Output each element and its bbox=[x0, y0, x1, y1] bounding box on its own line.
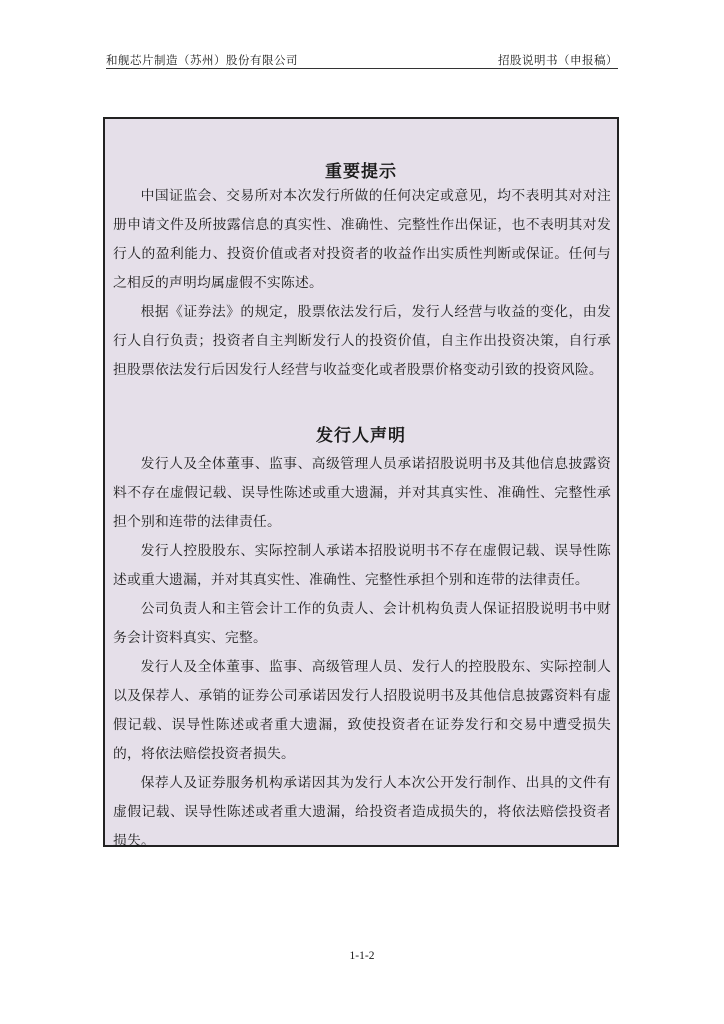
declaration-paragraph-1: 发行人及全体董事、监事、高级管理人员承诺招股说明书及其他信息披露资料不存在虚假记载、误导性陈述或重大遗漏，并对其真实性、准确性、完整性承担个别和连带的法律责任。 bbox=[113, 456, 611, 530]
declaration-paragraph-2: 发行人控股股东、实际控制人承诺本招股说明书不存在虚假记载、误导性陈述或重大遗漏，并对其真实性、准确性、完整性承担个别和连带的法律责任。 bbox=[113, 543, 611, 588]
declaration-paragraph-5: 保荐人及证券服务机构承诺因其为发行人本次公开发行制作、出具的文件有虚假记载、误导性陈述或者重大遗漏，给投资者造成损失的，将依法赔偿投资者损失。 bbox=[113, 775, 611, 849]
declaration-paragraph-4: 发行人及全体董事、监事、高级管理人员、发行人的控股股东、实际控制人以及保荐人、承销的证券公司承诺因发行人招股说明书及其他信息披露资料有虚假记载、误导性陈述或者重大遗漏，致使投资者在证券发行和交易中遭受损失的，将依法赔偿投资者损失。 bbox=[113, 659, 611, 762]
header-document-type: 招股说明书（申报稿） bbox=[498, 53, 618, 67]
page-header bbox=[106, 50, 618, 70]
header-company-name: 和舰芯片制造（苏州）股份有限公司 bbox=[106, 53, 298, 67]
notice-paragraph-2: 根据《证券法》的规定，股票依法发行后，发行人经营与收益的变化，由发行人自行负责；投资者自主判断发行人的投资价值，自主作出投资决策，自行承担股票依法发行后因发行人经营与收益变化或者股票价格变动引致的投资风险。 bbox=[113, 304, 611, 378]
header-divider bbox=[106, 68, 618, 69]
declaration-paragraph-3: 公司负责人和主管会计工作的负责人、会计机构负责人保证招股说明书中财务会计资料真实、完整。 bbox=[113, 601, 611, 646]
issuer-declaration-title: 发行人声明 bbox=[316, 426, 406, 446]
notice-paragraph-1: 中国证监会、交易所对本次发行所做的任何决定或意见，均不表明其对对注册申请文件及所披露信息的真实性、准确性、完整性作出保证，也不表明其对发行人的盈利能力、投资价值或者对投资者的收益作出实质性判断或保证。任何与之相反的声明均属虚假不实陈述。 bbox=[113, 188, 611, 291]
notice-box bbox=[103, 117, 619, 847]
page-number: 1-1-2 bbox=[349, 950, 375, 962]
important-notice-title: 重要提示 bbox=[325, 162, 397, 182]
